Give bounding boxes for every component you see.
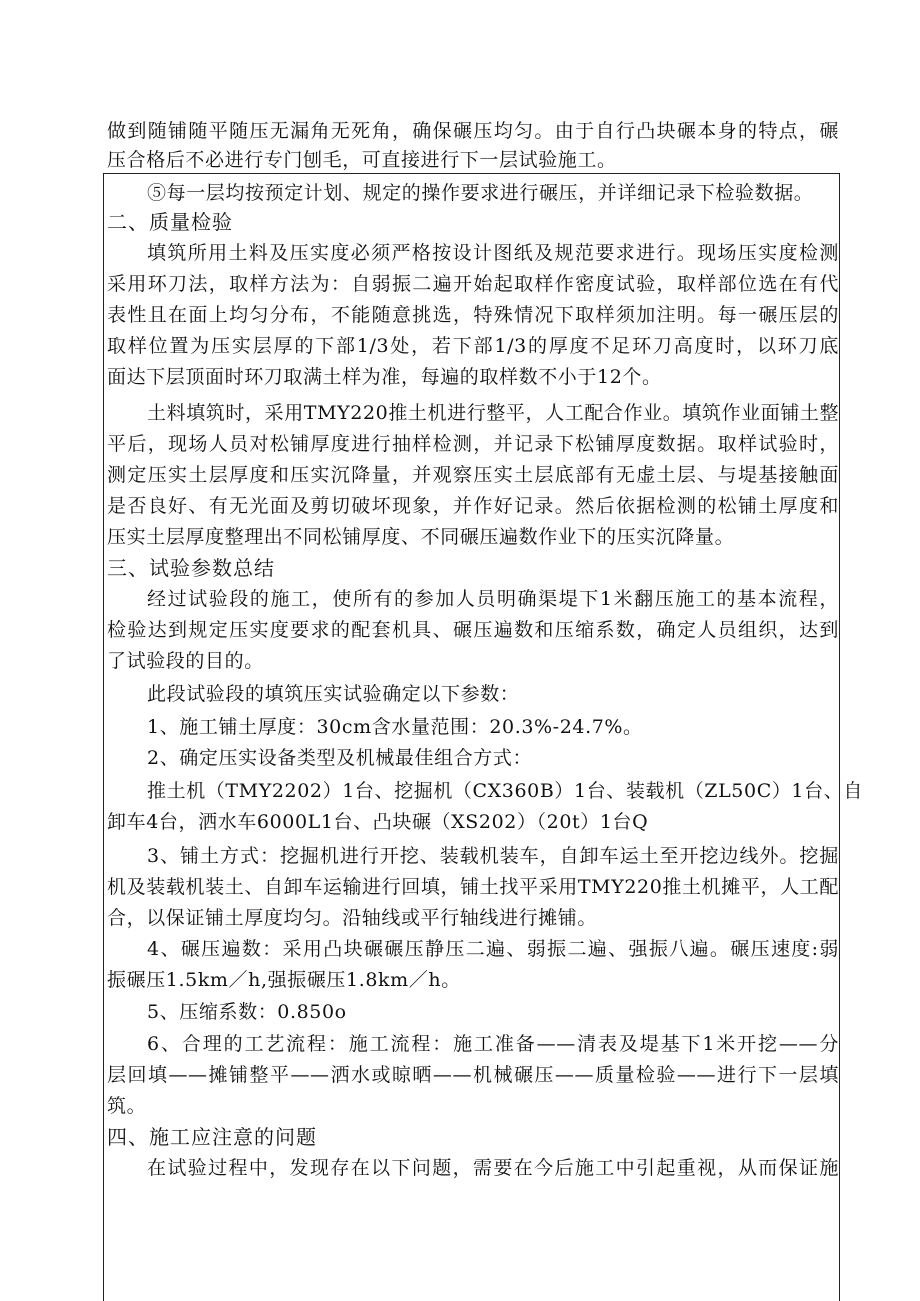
section-heading: 三、试验参数总结 [107, 556, 275, 580]
paragraph-line: 采用环刀法，取样方法为：自弱振二遍开始起取样作密度试验，取样部位选在有代 [107, 273, 839, 295]
paragraph-line: 表性且在面上均匀分布，不能随意挑选，特殊情况下取样须加注明。每一碾压层的 [107, 304, 839, 326]
paragraph-line: 土料填筑时，采用TMY220推土机进行整平，人工配合作业。填筑作业面铺土整 [147, 402, 840, 424]
param-6: 筑。 [107, 1095, 147, 1117]
paragraph-line: 测定压实土层厚度和压实沉降量，并观察压实土层底部有无虚土层、与堤基接触面 [107, 464, 839, 486]
section-heading: 四、施工应注意的问题 [107, 1125, 317, 1149]
paragraph-line: 此段试验段的填筑压实试验确定以下参数： [147, 683, 520, 705]
param-6: 6、合理的工艺流程：施工流程：施工准备——清表及堤基下1米开挖——分 [147, 1033, 839, 1055]
paragraph-line: 是否良好、有无光面及剪切破坏现象，并作好记录。然后依据检测的松铺土厚度和 [107, 495, 839, 517]
paragraph-line: 面达下层顶面时环刀取满土样为准，每遍的取样数不小于12个。 [107, 366, 662, 388]
paragraph-line: 经过试验段的施工，使所有的参加人员明确渠堤下1米翻压施工的基本流程， [147, 588, 839, 610]
paragraph-line: 在试验过程中，发现存在以下问题，需要在今后施工中引起重视，从而保证施 [147, 1157, 839, 1179]
section-heading: 二、质量检验 [107, 210, 233, 234]
param-3: 机及装载机装土、自卸车运输进行回填，铺土找平采用TMY220推土机摊平，人工配 [107, 876, 839, 898]
param-2-detail: 推土机（TMY2202）1台、挖掘机（CX360B）1台、装载机（ZL50C）1台、自 [147, 780, 863, 802]
paragraph-line: 检验达到规定压实度要求的配套机具、碾压遍数和压缩系数，确定人员组织，达到 [107, 619, 839, 641]
param-3: 合，以保证铺土厚度均匀。沿轴线或平行轴线进行摊铺。 [107, 907, 598, 929]
paragraph-line: 填筑所用土料及压实度必须严格按设计图纸及规范要求进行。现场压实度检测 [147, 242, 839, 264]
paragraph-line: 压实土层厚度整理出不同松铺厚度、不同碾压遍数作业下的压实沉降量。 [107, 526, 735, 548]
paragraph-line: 了试验段的目的。 [107, 650, 264, 672]
param-1: 1、施工铺土厚度：30cm含水量范围：20.3%-24.7%。 [147, 716, 643, 738]
param-3: 3、铺土方式：挖掘机进行开挖、装载机装车，自卸车运土至开挖边线外。挖掘 [147, 845, 839, 867]
param-4: 4、碾压遍数：采用凸块碾碾压静压二遍、弱振二遍、强振八遍。碾压速度:弱 [147, 938, 839, 960]
item-5: ⑤每一层均按预定计划、规定的操作要求进行碾压，并详细记录下检验数据。 [147, 182, 814, 204]
param-4: 振碾压1.5km／h,强振碾压1.8km／h。 [107, 969, 461, 991]
intro-line: 压合格后不必进行专门刨毛，可直接进行下一层试验施工。 [107, 149, 617, 171]
paragraph-line: 平后，现场人员对松铺厚度进行抽样检测，并记录下松铺厚度数据。取样试验时， [107, 433, 839, 455]
intro-line: 做到随铺随平随压无漏角无死角，确保碾压均匀。由于自行凸块碾本身的特点，碾 [107, 120, 839, 142]
paragraph-line: 取样位置为压实层厚的下部1/3处，若下部1/3的厚度不足环刀高度时，以环刀底 [107, 335, 839, 357]
param-2: 2、确定压实设备类型及机械最佳组合方式： [147, 747, 533, 769]
param-2-detail: 卸车4台，洒水车6000L1台、凸块碾（XS202）（20t）1台Q [107, 811, 649, 833]
param-6: 层回填——摊铺整平——洒水或晾晒——机械碾压——质量检验——进行下一层填 [107, 1064, 839, 1086]
param-5: 5、压缩系数：0.850o [147, 1001, 347, 1023]
